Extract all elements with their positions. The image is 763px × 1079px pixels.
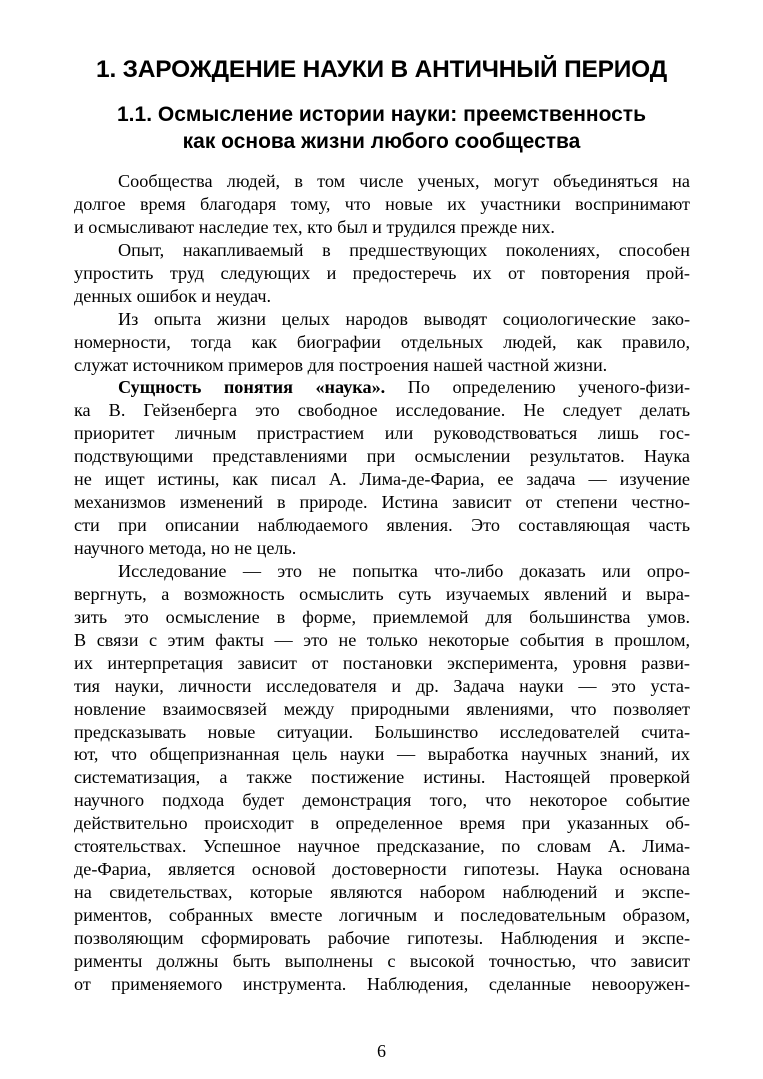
- section-title-line: 1.1. Осмысление истории науки: преемственность: [117, 103, 646, 126]
- paragraph: [74, 376, 690, 560]
- text-line: номерности, тогда как биографии отдельных людей, как правило,: [74, 331, 690, 352]
- text-line: механизмов изменений в природе. Истина зависит от степени честно-: [74, 492, 690, 513]
- text-line: де-Фариа, является основой достоверности гипотезы. Наука основана: [74, 859, 690, 880]
- section-title: [60, 101, 703, 155]
- text-line: ют, что общепризнанная цель науки — выработка научных знаний, их: [74, 744, 690, 765]
- text-line: долгое время благодаря тому, что новые их участники воспринимают: [74, 193, 690, 214]
- text-line: зить это осмысление в форме, приемлемой для большинства умов.: [74, 606, 690, 627]
- text-line: предсказывать новые ситуации. Большинство исследователей счита-: [74, 721, 690, 742]
- text-line: систематизация, а также постижение истины. Настоящей проверкой: [74, 767, 690, 788]
- text-line: Исследование — это не попытка что-либо доказать или опро-: [118, 560, 690, 581]
- text-line: служат источником примеров для построения нашей частной жизни.: [74, 354, 608, 375]
- text-line: их интерпретация зависит от постановки эксперимента, уровня разви-: [74, 652, 690, 673]
- text-line: [74, 376, 690, 399]
- paragraph: [74, 239, 690, 308]
- text-line: позволяющим сформировать рабочие гипотезы. Наблюдения и экспе-: [74, 927, 690, 948]
- text-line: новление взаимосвязей между природными явлениями, что позволяет: [74, 698, 690, 719]
- text-line: Сообщества людей, в том числе ученых, могут объединяться на: [118, 171, 690, 191]
- text-line: денных ошибок и неудач.: [74, 285, 272, 306]
- text-line: сти при описании наблюдаемого явления. Это составляющая часть: [74, 515, 690, 536]
- text-line: упростить труд следующих и предостеречь их от повторения прой-: [74, 262, 690, 283]
- text-line: В связи с этим факты — это не только некоторые события в прошлом,: [74, 629, 690, 650]
- text-line: стоятельствах. Успешное научное предсказание, по словам А. Лима-: [74, 836, 690, 857]
- text-line: от применяемого инструмента. Наблюдения, сделанные невооружен-: [74, 973, 690, 994]
- text-line: ка В. Гейзенберга это свободное исследование. Не следует делать: [74, 400, 690, 421]
- text-line: рименты должны быть выполнены с высокой точностью, что зависит: [74, 950, 690, 971]
- section-title-line: как основа жизни любого сообщества: [182, 130, 581, 153]
- text-line: Из опыта жизни целых народов выводят социологические зако-: [118, 308, 690, 329]
- text-line-rest: По определению ученого-физи-: [385, 377, 690, 398]
- term-definition-lead: Сущность понятия «наука».: [118, 377, 386, 398]
- text-line: риментов, собранных вместе логичным и последовательным образом,: [74, 905, 690, 925]
- paragraph: [74, 170, 690, 239]
- text-line: тия науки, личности исследователя и др. Задача науки — это уста-: [74, 675, 690, 696]
- body-text: [74, 170, 690, 996]
- paragraph: [74, 308, 690, 377]
- text-line: подствующими представлениями при осмыслении результатов. Наука: [74, 446, 690, 467]
- text-line: не ищет истины, как писал А. Лима-де-Фариа, ее задача — изучение: [74, 469, 690, 490]
- paragraph: [74, 560, 690, 996]
- text-line: и осмысливают наследие тех, кто был и трудился прежде них.: [74, 216, 555, 237]
- text-line: вергнуть, а возможность осмыслить суть изучаемых явлений и выра-: [74, 583, 690, 604]
- text-line: действительно происходит в определенное время при указанных об-: [74, 813, 690, 834]
- chapter-title: 1. ЗАРОЖДЕНИЕ НАУКИ В АНТИЧНЫЙ ПЕРИОД: [96, 56, 667, 83]
- text-line: научного метода, но не цель.: [74, 538, 297, 558]
- text-line: научного подхода будет демонстрация того, что некоторое событие: [74, 790, 690, 811]
- page-number: 6: [377, 1041, 386, 1061]
- text-line: приоритет личным пристрастием или руководствоваться лишь гос-: [74, 423, 690, 444]
- text-line: на свидетельствах, которые являются набором наблюдений и экспе-: [74, 882, 690, 903]
- text-line: Опыт, накапливаемый в предшествующих поколениях, способен: [118, 239, 690, 260]
